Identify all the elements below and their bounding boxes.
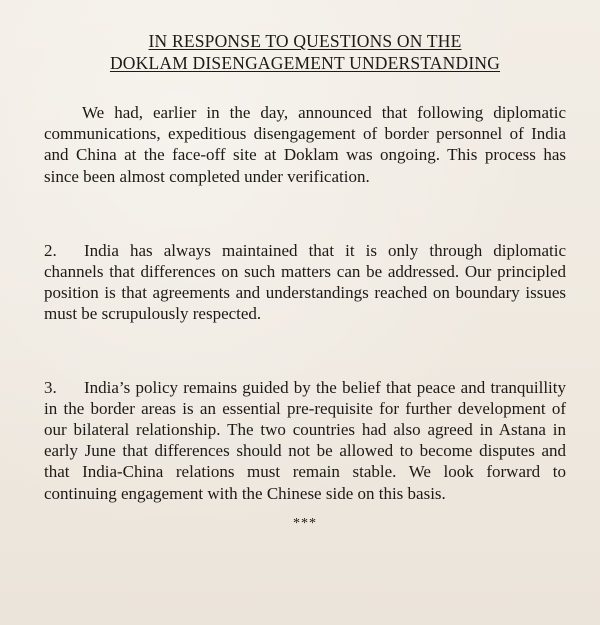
paragraph-3 (44, 377, 566, 504)
paragraph-2-number: 2. (44, 240, 57, 260)
paragraph-1-text: We had, earlier in the day, announced that following diplomatic communications, expeditious disengagement of border personnel of India and China at the face-off site at Doklam was ongoing. This process has since been almost completed under verification. (44, 103, 566, 186)
paragraph-2-text: India has always maintained that it is only through diplomatic channels that differences on such matters can be addressed. Our principled position is that agreements and understandings reached on boundary issues must be scrupulously respected. (44, 240, 566, 324)
document-title (44, 30, 566, 74)
title-line-2: DOKLAM DISENGAGEMENT UNDERSTANDING (109, 53, 501, 73)
paragraph-3-text: India’s policy remains guided by the belief that peace and tranquillity in the border areas is an essential pre-requisite for further development of our bilateral relationship. The two countries had also agreed in Astana in early June that differences should not be allowed to become disputes and that India-China relations must remain stable. We look forward to continuing engagement with the Chinese side on this basis. (44, 377, 566, 503)
paragraph-2 (44, 240, 566, 325)
end-mark: *** (293, 515, 317, 531)
title-line-1: IN RESPONSE TO QUESTIONS ON THE (148, 31, 462, 51)
paragraph-1 (44, 102, 566, 187)
paragraph-3-number: 3. (44, 377, 57, 397)
